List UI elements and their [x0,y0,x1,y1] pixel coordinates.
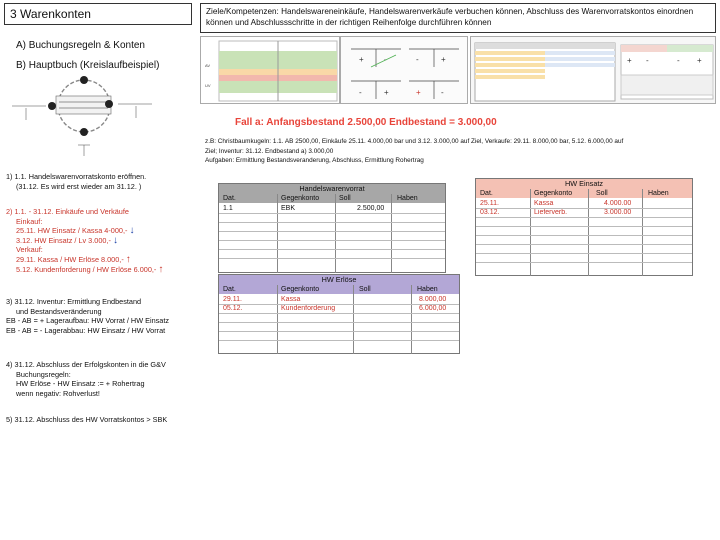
cell-soll: 4.000.00 [604,200,632,207]
svg-text:+: + [416,88,421,97]
svg-text:-: - [416,55,419,64]
account-overview-image [200,36,340,104]
svg-text:-: - [441,88,444,97]
col-haben: Haben [397,195,418,202]
step-4-rule: HW Erlöse - HW Einsatz := + Rohertrag [16,379,145,389]
col-dat: Dat. [223,195,236,202]
step-2-verkauf-2: 5.12. Kundenforderung / HW Erlöse 6.000,- ↑ [16,263,164,275]
step-5-title: 5) 31.12. Abschluss des HW Vorratskontos > SBK [6,415,168,424]
step-2-einkauf-label: Einkauf: [16,216,43,226]
step-4-rules-label: Buchungsregeln: [16,369,71,379]
cell-haben: 8.000,00 [419,296,447,303]
step-3 [6,297,169,335]
svg-text:-: - [359,88,362,97]
account-header [219,285,459,294]
col-haben: Haben [417,286,438,293]
svg-text:+: + [627,56,632,65]
step-3-rule-plus: EB - AB = + Lageraufbau: HW Vorrat / HW Einsatz [6,316,170,326]
step-1-note: (31.12. Es wird erst wieder am 31.12. ) [16,181,142,191]
goals-box [200,3,716,33]
page-title-box [4,3,192,25]
account-caption: HW Einsatz [476,179,692,189]
step-1-title: 1) 1.1. Handelswarenvorratskonto eröffnen. [6,172,147,181]
col-haben: Haben [648,190,669,197]
step-2-verkauf-label: Verkauf: [16,245,43,255]
cell-gegenkonto: Kundenforderung [281,305,336,312]
section-b-title: B) Hauptbuch (Kreislaufbeispiel) [16,60,160,71]
cell-dat: 03.12. [480,209,500,216]
svg-text:+: + [384,88,389,97]
account-hw-einsatz [475,178,693,276]
table-row [219,295,459,304]
cell-dat: 25.11. [480,200,499,207]
balance-sheet-image [470,36,716,104]
section-a-title: A) Buchungsregeln & Konten [16,40,145,51]
svg-text:-: - [384,55,387,64]
case-line-3: Aufgaben: Ermittlung Bestandsveranderung, Abschluss, Ermittlung Rohertrag [205,157,424,164]
step-5 [6,415,167,425]
col-gegenkonto: Gegenkonto [281,195,320,202]
table-row [219,204,445,213]
col-soll: Soll [339,195,351,202]
svg-text:+: + [697,56,702,65]
arrow-down-icon: ↓ [112,234,118,246]
col-soll: Soll [596,190,608,197]
case-description [205,137,715,166]
col-dat: Dat. [223,286,236,293]
svg-text:UV: UV [205,83,211,88]
col-soll: Soll [359,286,371,293]
case-line-1: z.B: Christbaumkugeln: 1.1. AB 2500,00, Einkäufe 25.11. 4.000,00 bar und 3.12. 3.000,00 auf Ziel, Verkaufe: 29.11. 8.000,00 bar, 5.12. 6.000,00 auf [205,138,624,145]
step-2-einkauf-2: 3.12. HW Einsatz / Lv 3.000,- ↓ [16,234,118,246]
svg-text:AV: AV [205,63,211,68]
cell-dat: 29.11. [223,296,242,303]
goals-text: Ziele/Kompetenzen: Handelswareneinkäufe, Handelswarenverkäufe verbuchen können, Abschluss des Warenvorratskontos einordnen können und Abschlussschritte in der richtigen Reihenfolge durchführen können [206,7,694,27]
step-4 [6,360,166,398]
step-2-verkauf-1: 29.11. Kassa / HW Erlöse 8.000,- ↑ [16,253,131,265]
account-header [219,194,445,203]
step-3-title: 3) 31.12. Inventur: Ermittlung Endbestand [6,297,142,306]
plus-minus-diagram [340,36,468,104]
col-gegenkonto: Gegenkonto [281,286,320,293]
step-4-negative: wenn negativ: Rohverlust! [16,388,100,398]
step-2-title: 2) 1.1. - 31.12. Einkäufe und Verkäufe [6,207,129,216]
arrow-down-icon: ↓ [129,225,135,237]
cell-haben: 6.000,00 [419,305,447,312]
cell-dat: 05.12. [223,305,243,312]
col-dat: Dat. [480,190,493,197]
step-2-einkauf-1: 25.11. HW Einsatz / Kassa 4-000,- ↓ [16,225,135,237]
step-2 [6,207,163,274]
cell-gegenkonto: Kassa [281,296,301,303]
cell-gegenkonto: Lieferverb. [534,209,568,216]
account-caption: Handelswarenvorrat [219,184,445,194]
svg-text:+: + [441,55,446,64]
cell-soll: 3.000.00 [604,209,632,216]
svg-text:-: - [646,56,649,65]
account-header [476,189,692,198]
table-row [476,208,692,217]
step-1 [6,172,146,191]
cell-dat: 1.1 [223,205,233,212]
cell-gegenkonto: EBK [281,205,296,212]
step-3-rule-minus: EB - AB = - Lagerabbau: HW Einsatz / HW Vorrat [6,325,166,335]
cycle-diagram [6,70,156,160]
step-3-sub: und Bestandsveränderung [16,306,102,316]
cell-gegenkonto: Kassa [534,200,554,207]
page-title: 3 Warenkonten [10,7,91,21]
step-4-title: 4) 31.12. Abschluss der Erfolgskonten in die G&V [6,360,166,369]
account-caption: HW Erlöse [219,275,459,285]
account-handelswarenvorrat [218,183,446,273]
col-gegenkonto: Gegenkonto [534,190,573,197]
arrow-up-icon: ↑ [158,263,164,275]
svg-text:+: + [359,55,364,64]
account-hw-erloese [218,274,460,354]
case-line-2: Ziel; Inventur: 31.12. Endbestand a) 3.000,00 [205,147,334,155]
svg-text:-: - [677,56,680,65]
cell-soll: 2.500,00 [357,205,385,212]
table-row [219,304,459,313]
table-row [476,199,692,208]
arrow-up-icon: ↑ [125,253,131,265]
case-title: Fall a: Anfangsbestand 2.500,00 Endbestand = 3.000,00 [235,117,497,128]
